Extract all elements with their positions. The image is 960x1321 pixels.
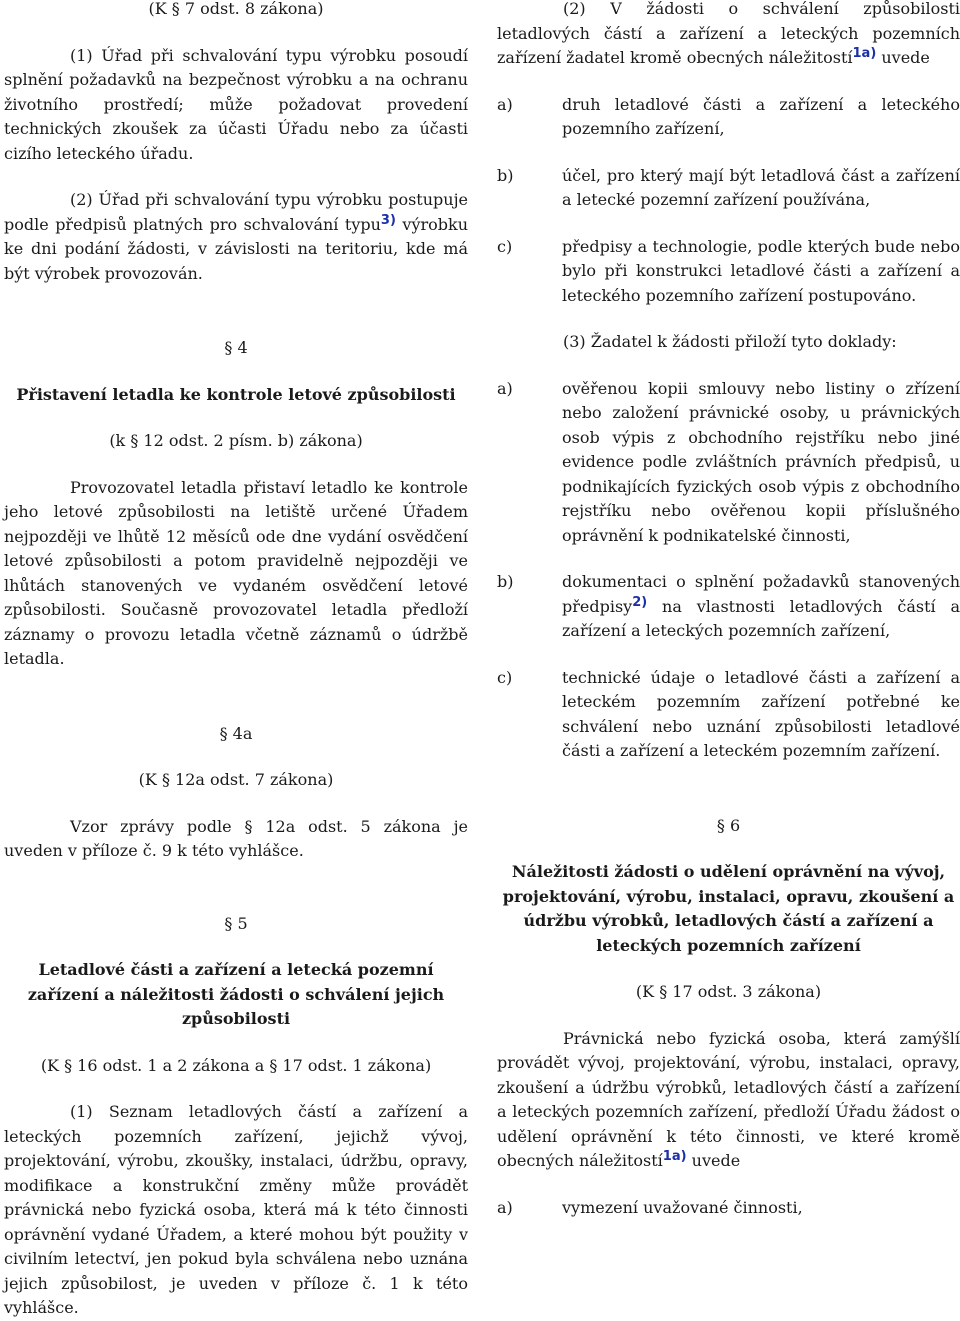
list-item-text: dokumentaci o splnění požadavků stanovených předpisy	[562, 572, 960, 616]
paragraph-1: (1) Úřad při schvalování typu výrobku posoudí splnění požadavků na bezpečnost výrobku a na ochranu životního prostředí; může požadovat provedení technických zkoušek za účasti Úřadu nebo za účasti cizího leteckého úřadu.	[4, 45, 468, 163]
section-5-ref: (K § 16 odst. 1 a 2 zákona a § 17 odst. 1 zákona)	[40, 1055, 432, 1075]
list-item-text: vymezení uvažované činnosti,	[562, 1197, 803, 1217]
section-6-title: Náležitosti žádosti o udělení oprávnění na vývoj, projektování, výrobu, instalaci, opravu, zkoušení a údržbu výrobků, letadlových částí a zařízení a leteckých pozemních zařízení	[502, 862, 955, 955]
right-column	[497, 0, 960, 1220]
list-item	[497, 93, 960, 142]
list-item	[497, 164, 960, 213]
section-4a-text: Vzor zprávy podle § 12a odst. 5 zákona je uveden v příloze č. 9 k této vyhlášce.	[4, 816, 468, 860]
section-5-title: Letadlové části a zařízení a letecká pozemní zařízení a náležitosti žádosti o schválení jejich způsobilosti	[27, 960, 445, 1028]
section-4-text: Provozovatel letadla přistaví letadlo ke kontrole jeho letové způsobilosti na letiště určené Úřadem nejpozději ve lhůtě 12 měsíců ode dne vydání osvědčení letové způsobilosti a potom pravidelně nejpozději ve lhůtách stanovených ve vydaném osvědčení letové způsobilosti. Současně provozovatel letadla předloží záznamy o provozu letadla včetně záznamů o údržbě letadla.	[4, 477, 468, 668]
footnote-ref-3[interactable]: 3)	[380, 212, 396, 228]
section-4a-number: § 4a	[219, 723, 253, 743]
list-item	[497, 377, 960, 549]
paragraph-2-text-cont: výrobku ke dni podání žádosti, v závislosti na teritoriu, kde má být výrobek provozován.	[4, 214, 469, 283]
section-5-paragraph-2-text-cont: uvede	[876, 48, 930, 67]
section-6-text	[497, 1027, 960, 1174]
list-letter: a)	[497, 94, 513, 114]
list-item-text: druh letadlové části a zařízení a leteckého pozemního zařízení,	[562, 94, 960, 138]
list-item-text: ověřenou kopii smlouvy nebo listiny o zřízení nebo založení právnické osoby, u právnických osob výpis z obchodního rejstříku nebo jiné evidence podle zvláštních právních předpisů, u podnikajících fyzických osob výpis z obchodního rejstříku nebo ověřenou kopii příslušného oprávnění k podnikatelské činnosti,	[562, 378, 960, 545]
left-column	[4, 0, 468, 1321]
paragraph-2-text: (2) Úřad při schvalování typu výrobku postupuje podle předpisů platných pro schvalování typu	[4, 190, 468, 234]
list-item	[497, 570, 960, 644]
section-4-number: § 4	[224, 338, 248, 357]
section-5-paragraph-2	[497, 0, 960, 71]
footnote-ref-2[interactable]: 2)	[632, 594, 648, 610]
paragraph-2	[4, 188, 468, 286]
list-letter: c)	[497, 667, 513, 687]
list-item	[497, 235, 960, 309]
section-5-paragraph-3: (3) Žadatel k žádosti přiloží tyto doklady:	[563, 332, 897, 351]
list-item	[497, 1196, 960, 1221]
section-6-text-cont: uvede	[686, 1151, 741, 1170]
footnote-ref-1a[interactable]: 1a)	[662, 1149, 687, 1164]
section-6-ref: (K § 17 odst. 3 zákona)	[635, 982, 822, 1001]
list-item-text-cont: na vlastnosti letadlových částí a zařízení a leteckých pozemních zařízení,	[562, 596, 960, 640]
list-letter: a)	[497, 378, 513, 398]
list-item	[497, 666, 960, 764]
ref-k7: (K § 7 odst. 8 zákona)	[148, 0, 324, 18]
section-5-paragraph-1: (1) Seznam letadlových částí a zařízení a leteckých pozemních zařízení, jejichž vývoj, projektování, výrobu, zkoušky, instalaci, údržbu, opravy, modifikace a konstrukční změny může provádět právnická nebo fyzická osoba, která má k této činnosti oprávnění vydané Úřadem, a které mohou být použity v civilním letectví, jen pokud byla schválena nebo uznána jejich způsobilost, je uveden v příloze č. 1 k této vyhlášce.	[4, 1102, 468, 1317]
list-letter: b)	[497, 572, 514, 591]
section-5-paragraph-2-text: (2) V žádosti o schválení způsobilosti letadlových částí a zařízení a leteckých pozemních zařízení žadatel kromě obecných náležitostí	[497, 0, 960, 67]
section-4a-ref: (K § 12a odst. 7 zákona)	[138, 770, 334, 789]
list-letter: a)	[497, 1197, 513, 1217]
list-letter: b)	[497, 165, 514, 185]
list-letter: c)	[497, 236, 513, 256]
section-4-ref: (k § 12 odst. 2 písm. b) zákona)	[109, 431, 363, 450]
list-item-text: účel, pro který mají být letadlová část a zařízení a letecké pozemní zařízení používána,	[562, 165, 960, 209]
footnote-ref-1a[interactable]: 1a)	[852, 46, 877, 61]
list-item-text: technické údaje o letadlové části a zařízení a leteckém pozemním zařízení potřebné ke schválení nebo uznání způsobilosti letadlové části a zařízení a leteckém pozemním zařízení.	[562, 667, 960, 760]
section-6-text-main: Právnická nebo fyzická osoba, která zamýšlí provádět vývoj, projektování, výrobu, instalaci, opravy, zkoušení a údržbu výrobků, letadlových částí a zařízení a leteckých pozemních zařízení, předloží Úřadu žádost o udělení oprávnění k této činnosti, ve které kromě obecných náležitostí	[497, 1028, 960, 1170]
section-5-number: § 5	[224, 913, 248, 933]
section-6-number: § 6	[716, 815, 741, 835]
list-item-text: předpisy a technologie, podle kterých bude nebo bylo při konstrukci letadlové části a zařízení a leteckého pozemního zařízení postupováno.	[562, 236, 960, 305]
section-4-title: Přistavení letadla ke kontrole letové způsobilosti	[16, 384, 456, 404]
